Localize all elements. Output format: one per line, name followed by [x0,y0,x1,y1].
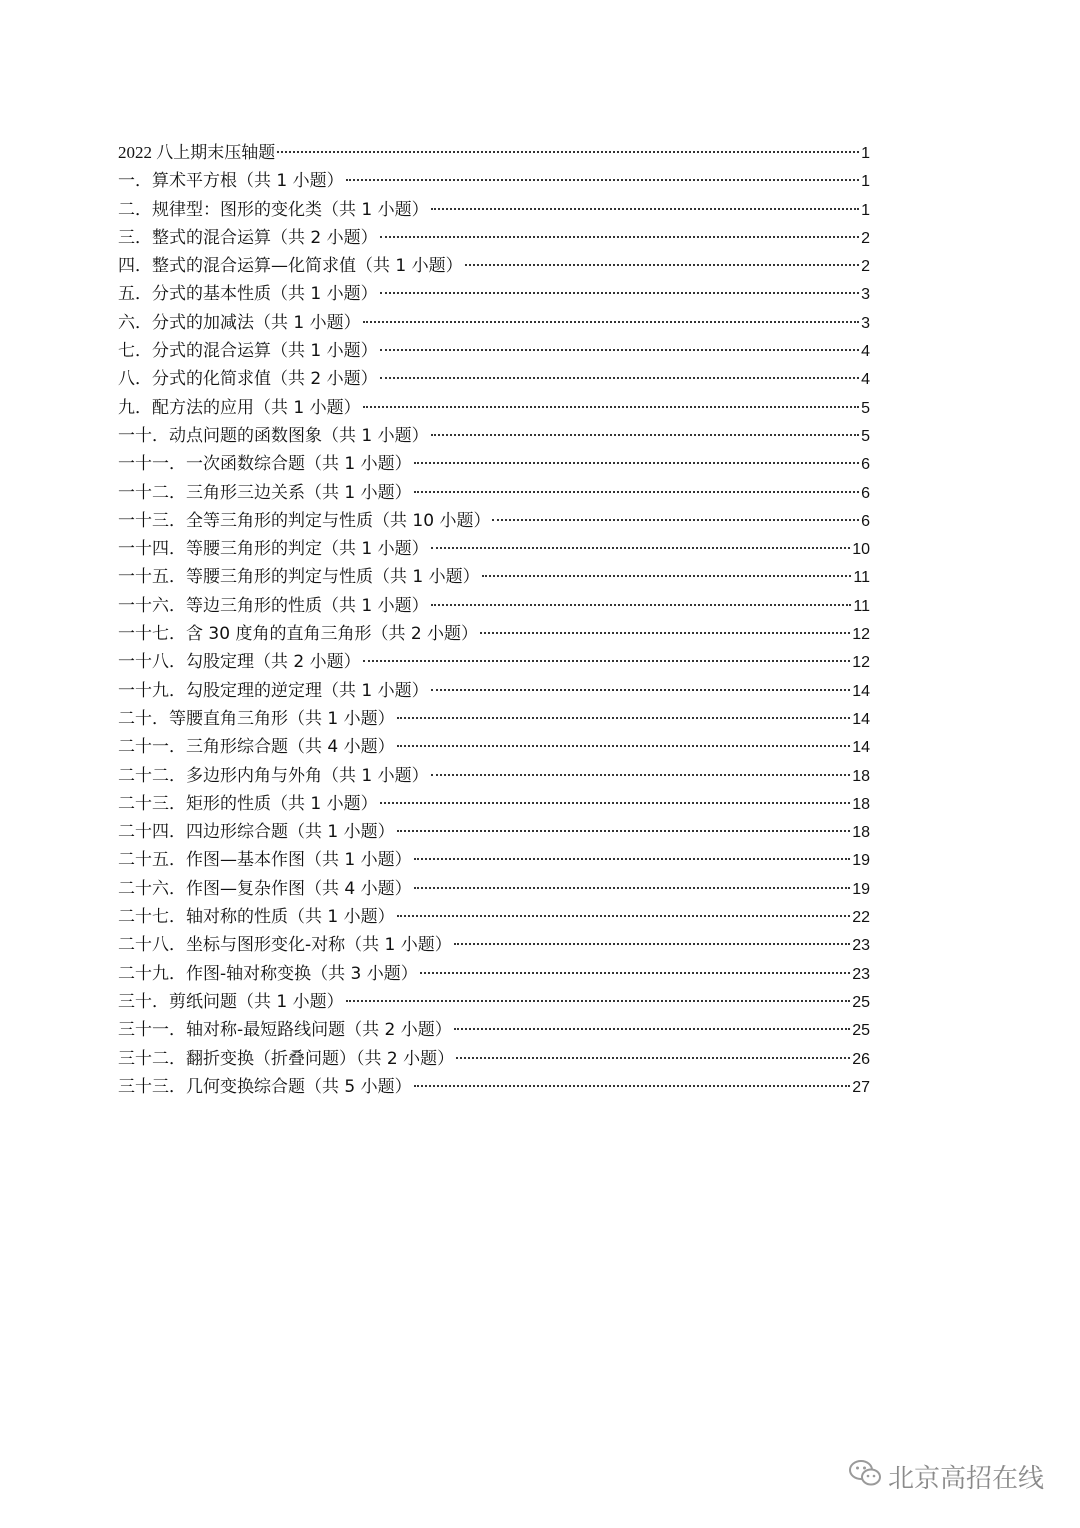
toc-entry-page: 18 [852,795,870,813]
toc-dot-leader [492,518,859,521]
toc-entry[interactable] [118,818,870,846]
toc-entry-title: 二十六．作图—复杂作图（共 4 小题） [118,878,412,899]
toc-entry-title: 八．分式的化简求值（共 2 小题） [118,369,378,390]
toc-entry-title: 九．配方法的应用（共 1 小题） [118,397,361,418]
toc-dot-leader [431,433,859,436]
toc-dot-leader [454,1027,850,1030]
toc-dot-leader [465,263,859,266]
toc-entry-page: 2 [861,229,870,247]
toc-dot-leader [431,546,851,549]
toc-entry[interactable] [118,648,870,676]
toc-entry[interactable] [118,365,870,393]
toc-entry-title: 二十．等腰直角三角形（共 1 小题） [118,708,395,729]
toc-entry-title: 一十九．勾股定理的逆定理（共 1 小题） [118,680,429,701]
toc-entry-title: 二十四．四边形综合题（共 1 小题） [118,822,395,843]
toc-dot-leader [380,235,859,238]
toc-entry-page: 25 [852,993,870,1011]
toc-entry-page: 14 [852,710,870,728]
toc-entry-page: 23 [852,937,870,955]
toc-entry-page: 11 [853,569,870,587]
toc-entry-page: 1 [861,201,870,219]
toc-entry[interactable] [118,790,870,818]
toc-entry[interactable] [118,394,870,422]
toc-entry-title: 二十二．多边形内角与外角（共 1 小题） [118,765,429,786]
toc-entry-title: 一十五．等腰三角形的判定与性质（共 1 小题） [118,567,480,588]
toc-entry-page: 14 [852,682,870,700]
toc-dot-leader [380,291,859,294]
toc-dot-leader [431,773,851,776]
toc-entry[interactable] [118,422,870,450]
toc-dot-leader [363,405,859,408]
toc-entry-title: 二十九．作图-轴对称变换（共 3 小题） [118,963,418,984]
toc-entry-page: 2 [861,258,870,276]
toc-dot-leader [414,461,859,464]
toc-dot-leader [380,348,859,351]
toc-entry-page: 6 [861,456,870,474]
toc-dot-leader [363,659,851,662]
toc-entry[interactable] [118,733,870,761]
toc-entry[interactable] [118,280,870,308]
toc-entry-title: 二十八．坐标与图形变化-对称（共 1 小题） [118,935,452,956]
toc-entry[interactable] [118,592,870,620]
toc-entry[interactable] [118,224,870,252]
toc-entry-page: 14 [852,739,870,757]
toc-dot-leader [380,376,859,379]
toc-entry-title: 三十二．翻折变换（折叠问题）（共 2 小题） [118,1048,455,1069]
toc-entry-page: 5 [861,427,870,445]
toc-entry-title: 二．规律型：图形的变化类（共 1 小题） [118,199,429,220]
toc-entry-title: 一十二．三角形三边关系（共 1 小题） [118,482,412,503]
toc-dot-leader [397,716,851,719]
toc-entry-title: 三十一．轴对称-最短路线问题（共 2 小题） [118,1020,452,1041]
toc-dot-leader [277,150,859,153]
toc-entry-page: 22 [852,909,870,927]
toc-entry[interactable] [118,1073,870,1101]
toc-entry-title: 一十一．一次函数综合题（共 1 小题） [118,454,412,475]
toc-entry-title: 五．分式的基本性质（共 1 小题） [118,284,378,305]
toc-entry-page: 11 [853,597,870,615]
toc-dot-leader [397,744,851,747]
toc-dot-leader [414,490,859,493]
toc-entry[interactable] [118,479,870,507]
toc-entry-page: 25 [852,1022,870,1040]
toc-entry-title: 三十三．几何变换综合题（共 5 小题） [118,1076,412,1097]
toc-entry[interactable] [118,1016,870,1044]
toc-dot-leader [397,829,851,832]
watermark-text: 北京高招在线 [887,1464,1044,1494]
toc-entry[interactable] [118,309,870,337]
toc-entry[interactable] [118,960,870,988]
toc-dot-leader [482,574,852,577]
toc-entry[interactable] [118,507,870,535]
toc-dot-leader [346,999,851,1002]
toc-dot-leader [431,688,851,691]
toc-entry-page: 6 [861,484,870,502]
toc-entry-title: 一．算术平方根（共 1 小题） [118,171,344,192]
toc-dot-leader [456,1056,850,1059]
toc-entry-title: 一十六．等边三角形的性质（共 1 小题） [118,595,429,616]
toc-entry-title: 一十八．勾股定理（共 2 小题） [118,652,361,673]
wechat-icon [848,1458,882,1495]
toc-entry-title: 六．分式的加减法（共 1 小题） [118,312,361,333]
toc-dot-leader [363,320,859,323]
toc-dot-leader [414,886,851,889]
toc-entry[interactable] [118,875,870,903]
watermark [848,1458,1044,1495]
toc-entry-title: 二十七．轴对称的性质（共 1 小题） [118,907,395,928]
toc-dot-leader [431,603,852,606]
toc-entry[interactable] [118,139,870,167]
toc-entry-title: 四．整式的混合运算—化简求值（共 1 小题） [118,256,463,277]
toc-entry[interactable] [118,988,870,1016]
toc-entry[interactable] [118,677,870,705]
toc-entry-title: 三十．剪纸问题（共 1 小题） [118,991,344,1012]
toc-entry-page: 3 [861,314,870,332]
toc-entry[interactable] [118,903,870,931]
toc-entry[interactable] [118,705,870,733]
toc-entry-page: 26 [852,1050,870,1068]
toc-entry-page: 19 [852,880,870,898]
toc-entry-page: 12 [852,654,870,672]
toc-entry-title: 一十三．全等三角形的判定与性质（共 10 小题） [118,510,491,531]
toc-entry[interactable] [118,1045,870,1073]
toc-entry[interactable] [118,535,870,563]
toc-entry-page: 23 [852,965,870,983]
toc-entry-page: 19 [852,852,870,870]
toc-dot-leader [414,1084,851,1087]
toc-entry-title: 二十五．作图—基本作图（共 1 小题） [118,850,412,871]
toc-entry-page: 12 [852,626,870,644]
toc-dot-leader [397,914,851,917]
toc-entry-page: 4 [861,371,870,389]
toc-entry[interactable] [118,167,870,195]
toc-entry-page: 1 [861,145,870,162]
toc-entry[interactable] [118,620,870,648]
toc-entry-title: 一十四．等腰三角形的判定（共 1 小题） [118,539,429,560]
toc-entry-page: 10 [852,541,870,559]
toc-entry-title: 2022 八上期末压轴题 [118,143,276,162]
toc-dot-leader [480,631,850,634]
toc-entry-title: 一十．动点问题的函数图象（共 1 小题） [118,425,429,446]
toc-entry-page: 5 [861,399,870,417]
toc-entry-page: 1 [861,173,870,191]
toc-entry[interactable] [118,252,870,280]
toc-entry-title: 一十七．含 30 度角的直角三角形（共 2 小题） [118,624,479,645]
toc-entry-title: 二十一．三角形综合题（共 4 小题） [118,737,395,758]
toc-entry[interactable] [118,196,870,224]
toc-entry[interactable] [118,563,870,591]
toc-entry[interactable] [118,846,870,874]
toc-entry-page: 4 [861,343,870,361]
toc-dot-leader [454,942,850,945]
toc-entry-title: 二十三．矩形的性质（共 1 小题） [118,793,378,814]
table-of-contents [118,139,870,1101]
toc-entry[interactable] [118,450,870,478]
toc-entry-page: 3 [861,286,870,304]
toc-entry[interactable] [118,931,870,959]
toc-entry-page: 18 [852,767,870,785]
toc-entry-page: 27 [852,1078,870,1096]
toc-entry[interactable] [118,337,870,365]
toc-dot-leader [346,178,859,181]
toc-dot-leader [420,971,850,974]
toc-dot-leader [380,801,851,804]
toc-entry[interactable] [118,762,870,790]
toc-dot-leader [431,207,859,210]
toc-dot-leader [414,857,851,860]
toc-entry-title: 三．整式的混合运算（共 2 小题） [118,227,378,248]
toc-entry-page: 18 [852,824,870,842]
toc-entry-title: 七．分式的混合运算（共 1 小题） [118,341,378,362]
toc-entry-page: 6 [861,512,870,530]
